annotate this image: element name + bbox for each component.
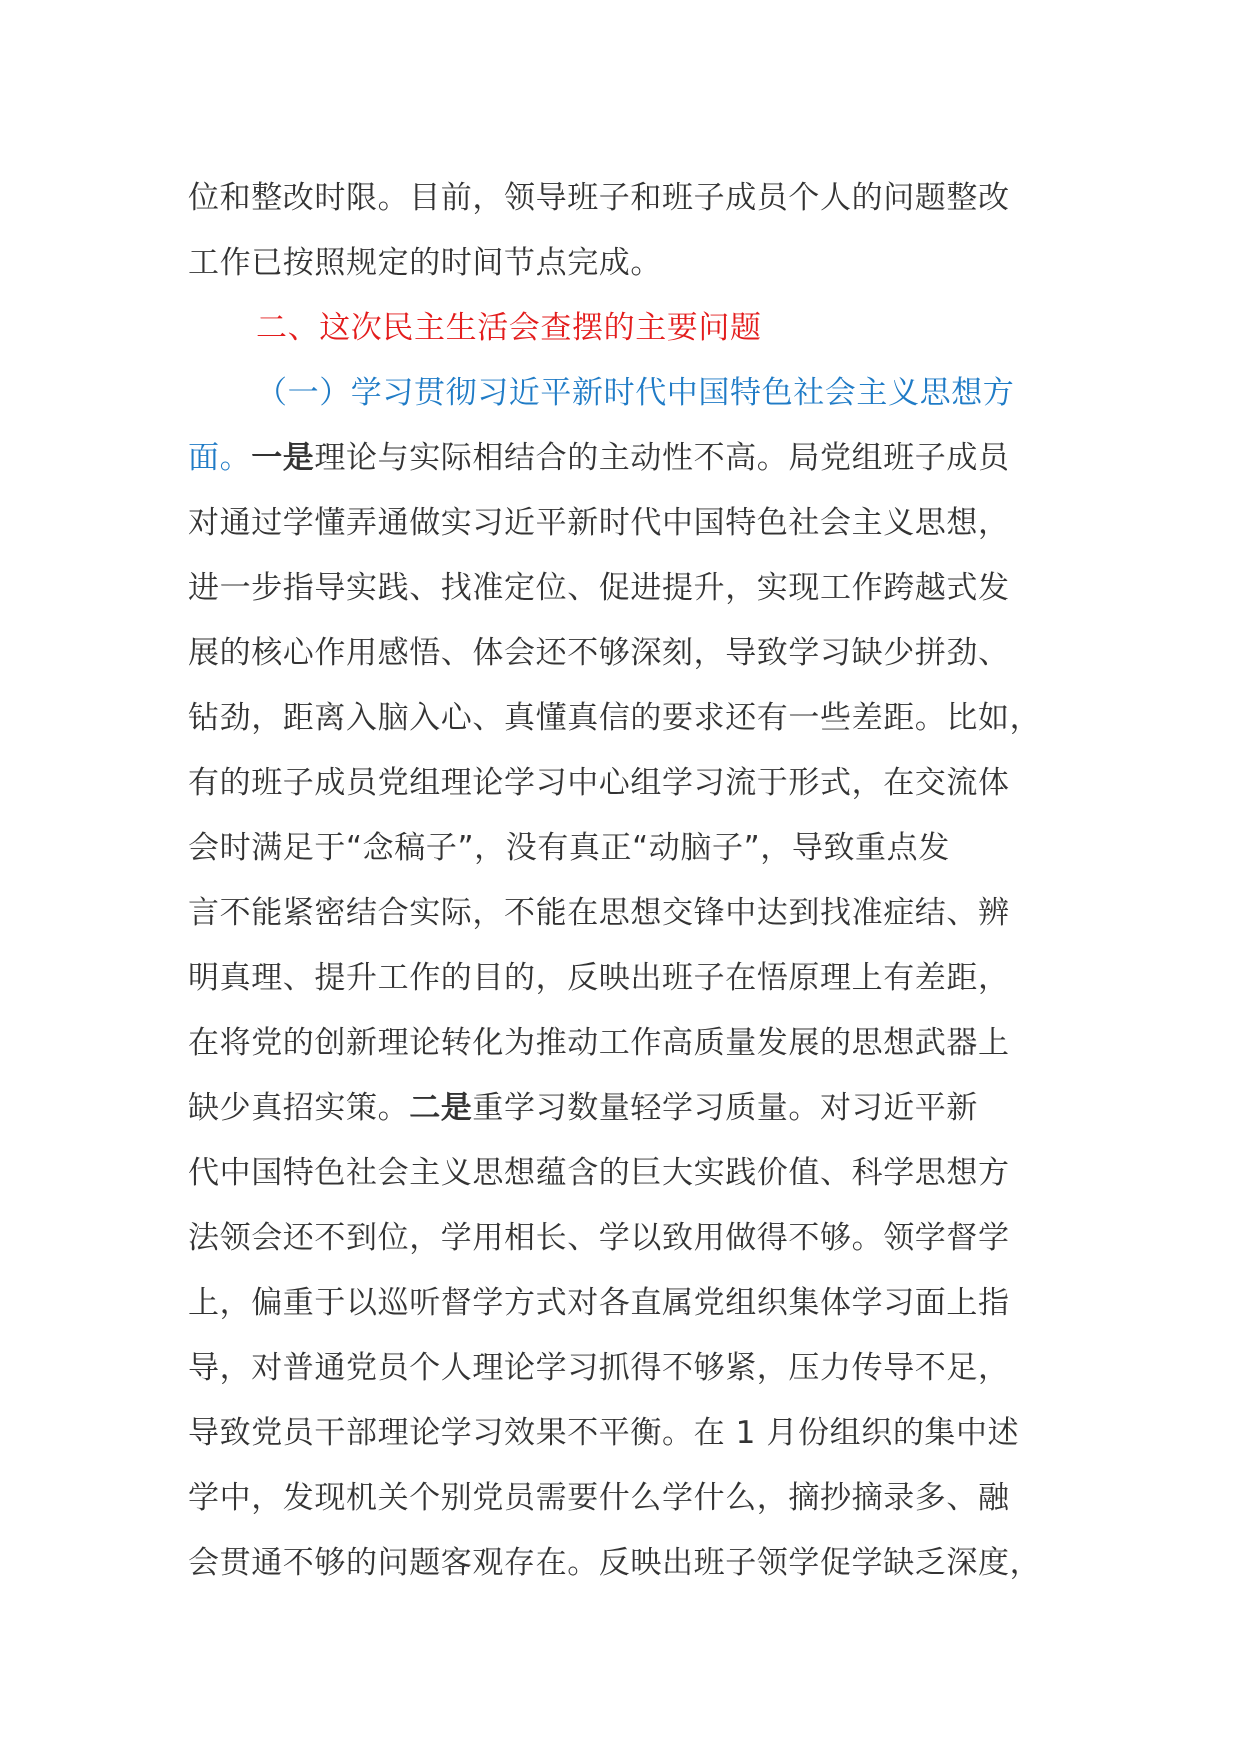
body-text-line: 位和整改时限。目前，领导班子和班子成员个人的问题整改	[188, 180, 1010, 216]
point-marker: 二是	[409, 1090, 473, 1126]
document-page	[188, 166, 1068, 1596]
body-text-line: 导，对普通党员个人理论学习抓得不够紧，压力传导不足，	[188, 1350, 1010, 1386]
body-text-line: 法领会还不到位，学用相长、学以致用做得不够。领学督学	[188, 1220, 1010, 1256]
section-heading: 二、这次民主生活会查摆的主要问题	[256, 310, 762, 346]
body-text: 理论与实际相结合的主动性不高。局党组班子成员	[314, 440, 1010, 476]
body-text-line: 学中，发现机关个别党员需要什么学什么，摘抄摘录多、融	[188, 1480, 1010, 1516]
body-text: 重学习数量轻学习质量。对习近平新	[472, 1090, 979, 1126]
body-text-line	[188, 426, 1068, 491]
body-text-line: 对通过学懂弄通做实习近平新时代中国特色社会主义思想，	[188, 505, 1010, 541]
body-text-line: 导致党员干部理论学习效果不平衡。在 1 月份组织的集中述	[188, 1415, 1020, 1451]
body-text-line: 代中国特色社会主义思想蕴含的巨大实践价值、科学思想方	[188, 1155, 1010, 1191]
body-text-line: 展的核心作用感悟、体会还不够深刻，导致学习缺少拼劲、	[188, 635, 1010, 671]
body-text-line	[188, 1076, 1068, 1141]
body-text-line: 有的班子成员党组理论学习中心组学习流于形式，在交流体	[188, 765, 1010, 801]
body-text: 缺少真招实策。	[188, 1090, 410, 1126]
subsection-heading: （一）学习贯彻习近平新时代中国特色社会主义思想方	[256, 375, 1015, 411]
point-marker: 一是	[251, 440, 315, 476]
body-text-line: 工作已按照规定的时间节点完成。	[188, 245, 662, 281]
body-text-line: 进一步指导实践、找准定位、促进提升，实现工作跨越式发	[188, 570, 1010, 606]
body-text-line: 明真理、提升工作的目的，反映出班子在悟原理上有差距，	[188, 960, 1010, 996]
body-text-line: 钻劲，距离入脑入心、真懂真信的要求还有一些差距。比如，	[188, 700, 1042, 736]
body-text-line: 言不能紧密结合实际，不能在思想交锋中达到找准症结、辨	[188, 895, 1010, 931]
body-text-line: 会贯通不够的问题客观存在。反映出班子领学促学缺乏深度，	[188, 1545, 1042, 1581]
body-text-line: 在将党的创新理论转化为推动工作高质量发展的思想武器上	[188, 1025, 1010, 1061]
body-text-line: 上，偏重于以巡听督学方式对各直属党组织集体学习面上指	[188, 1285, 1010, 1321]
subsection-heading-end: 面。	[188, 440, 252, 476]
body-text-line: 会时满足于“念稿子”，没有真正“动脑子”，导致重点发	[188, 830, 950, 866]
